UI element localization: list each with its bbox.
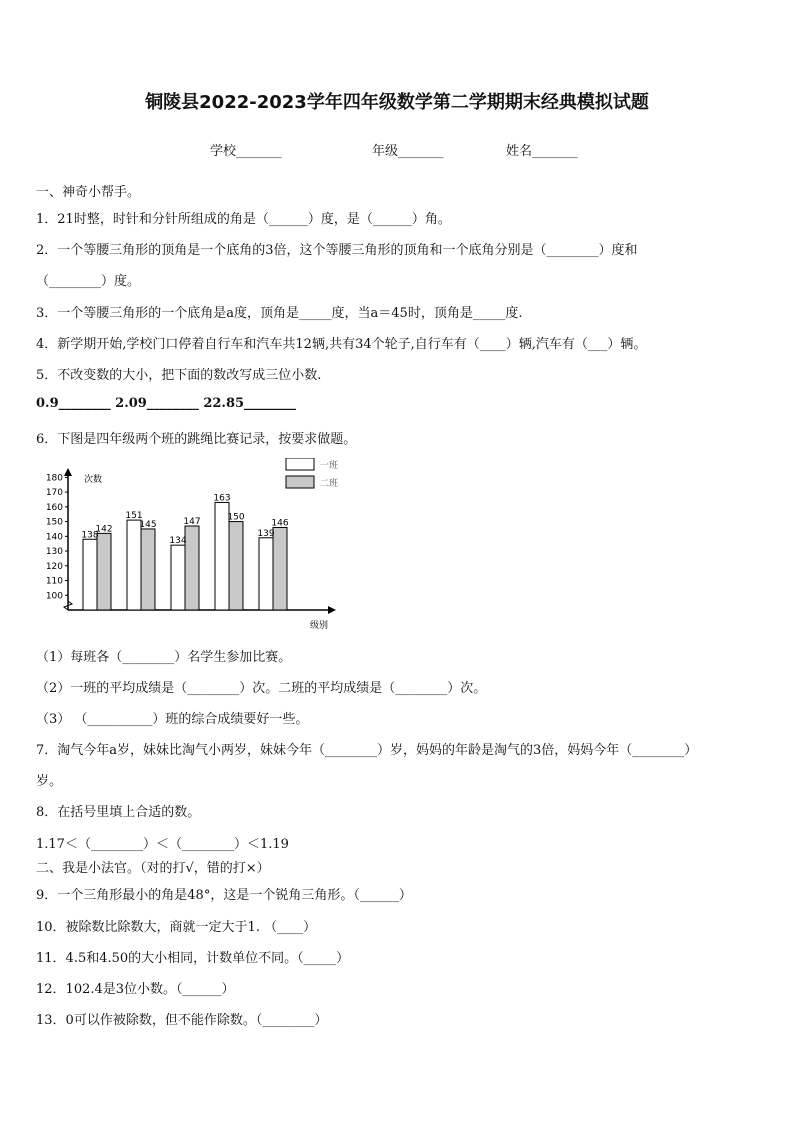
jump-rope-bar-chart bbox=[36, 458, 346, 638]
y-tick-label: 150 bbox=[45, 517, 63, 528]
y-tick-label: 120 bbox=[45, 561, 63, 572]
y-axis-arrow bbox=[64, 468, 72, 476]
x-axis-label: 级别 bbox=[310, 621, 329, 631]
question-10: 10．被除数比除数大，商就一定大于1. （____） bbox=[36, 920, 317, 935]
question-7: 7．淘气今年a岁，妹妹比淘气小两岁，妹妹今年（________）岁，妈妈的年龄是淘气的3倍，妈妈今年（________） bbox=[36, 743, 698, 758]
question-8-items: 1.17＜（________）＜（________）＜1.19 bbox=[36, 837, 289, 852]
question-6-2: （2）一班的平均成绩是（________）次。二班的平均成绩是（________）次。 bbox=[36, 681, 487, 696]
bar-class-1 bbox=[83, 539, 97, 610]
question-8: 8．在括号里填上合适的数。 bbox=[36, 805, 201, 820]
bar-class-1 bbox=[259, 538, 273, 610]
question-6-3: （3） （__________）班的综合成绩要好一些。 bbox=[36, 712, 309, 727]
name-field: 姓名_______ bbox=[506, 144, 578, 159]
bar-value-label: 142 bbox=[95, 524, 113, 535]
question-2-cont: （________）度。 bbox=[36, 274, 141, 289]
legend-label-class-2: 二班 bbox=[320, 479, 339, 489]
y-tick-label: 140 bbox=[45, 532, 63, 543]
bar-class-1 bbox=[127, 520, 141, 610]
bar-value-label: 145 bbox=[139, 519, 157, 530]
grade-field: 年级_______ bbox=[372, 144, 444, 159]
school-field: 学校_______ bbox=[210, 144, 282, 159]
bar-value-label: 134 bbox=[169, 536, 187, 547]
y-tick-label: 110 bbox=[45, 576, 63, 587]
bar-value-label: 138 bbox=[81, 530, 99, 541]
question-2: 2．一个等腰三角形的顶角是一个底角的3倍，这个等腰三角形的顶角和一个底角分别是（________）度和 bbox=[36, 243, 638, 258]
bar-value-label: 151 bbox=[125, 511, 143, 522]
legend-swatch-class-1 bbox=[286, 458, 314, 470]
bar-value-label: 150 bbox=[227, 512, 245, 523]
bar-value-label: 163 bbox=[213, 493, 231, 504]
bar-class-2 bbox=[97, 533, 111, 610]
y-tick-label: 100 bbox=[45, 591, 63, 602]
question-7-cont: 岁。 bbox=[36, 774, 63, 789]
bar-class-2 bbox=[229, 522, 243, 610]
question-11: 11．4.5和4.50的大小相同，计数单位不同。（_____） bbox=[36, 951, 350, 966]
bar-class-2 bbox=[185, 526, 199, 610]
x-axis-arrow bbox=[328, 606, 336, 614]
y-tick-label: 130 bbox=[45, 547, 63, 558]
bar-class-2 bbox=[141, 529, 155, 610]
y-tick-label: 170 bbox=[45, 488, 63, 499]
bar-class-2 bbox=[273, 527, 287, 610]
y-tick-label: 160 bbox=[45, 502, 63, 513]
page-title: 铜陵县2022-2023学年四年级数学第二学期期末经典模拟试题 bbox=[145, 92, 649, 113]
legend-label-class-1: 一班 bbox=[320, 461, 339, 471]
question-9: 9．一个三角形最小的角是48°，这是一个锐角三角形。（______） bbox=[36, 888, 412, 903]
y-tick-label: 180 bbox=[45, 473, 63, 484]
question-3: 3．一个等腰三角形的一个底角是a度，顶角是_____度，当a＝45时，顶角是_____度. bbox=[36, 306, 523, 321]
y-axis-label: 次数 bbox=[84, 475, 103, 485]
question-1: 1．21时整，时针和分针所组成的角是（______）度，是（______）角。 bbox=[36, 212, 451, 227]
question-4: 4．新学期开始,学校门口停着自行车和汽车共12辆,共有34个轮子,自行车有（____）辆,汽车有（___）辆。 bbox=[36, 337, 647, 352]
question-6-1: （1）每班各（________）名学生参加比赛。 bbox=[36, 650, 292, 665]
question-5-items: 0.9________ 2.09________ 22.85________ bbox=[36, 396, 297, 411]
question-5: 5．不改变数的大小，把下面的数改写成三位小数. bbox=[36, 368, 322, 383]
section-1-heading: 一、神奇小帮手。 bbox=[36, 185, 141, 200]
section-2-heading: 二、我是小法官。（对的打√，错的打×） bbox=[36, 861, 270, 876]
bar-value-label: 147 bbox=[183, 517, 201, 527]
bar-class-1 bbox=[171, 545, 185, 610]
legend-swatch-class-2 bbox=[286, 476, 314, 488]
bar-value-label: 139 bbox=[257, 528, 275, 539]
question-13: 13．0可以作被除数，但不能作除数。（________） bbox=[36, 1013, 328, 1028]
question-6: 6．下图是四年级两个班的跳绳比赛记录，按要求做题。 bbox=[36, 432, 357, 447]
bar-value-label: 146 bbox=[271, 518, 289, 529]
question-12: 12．102.4是3位小数。（______） bbox=[36, 982, 235, 997]
